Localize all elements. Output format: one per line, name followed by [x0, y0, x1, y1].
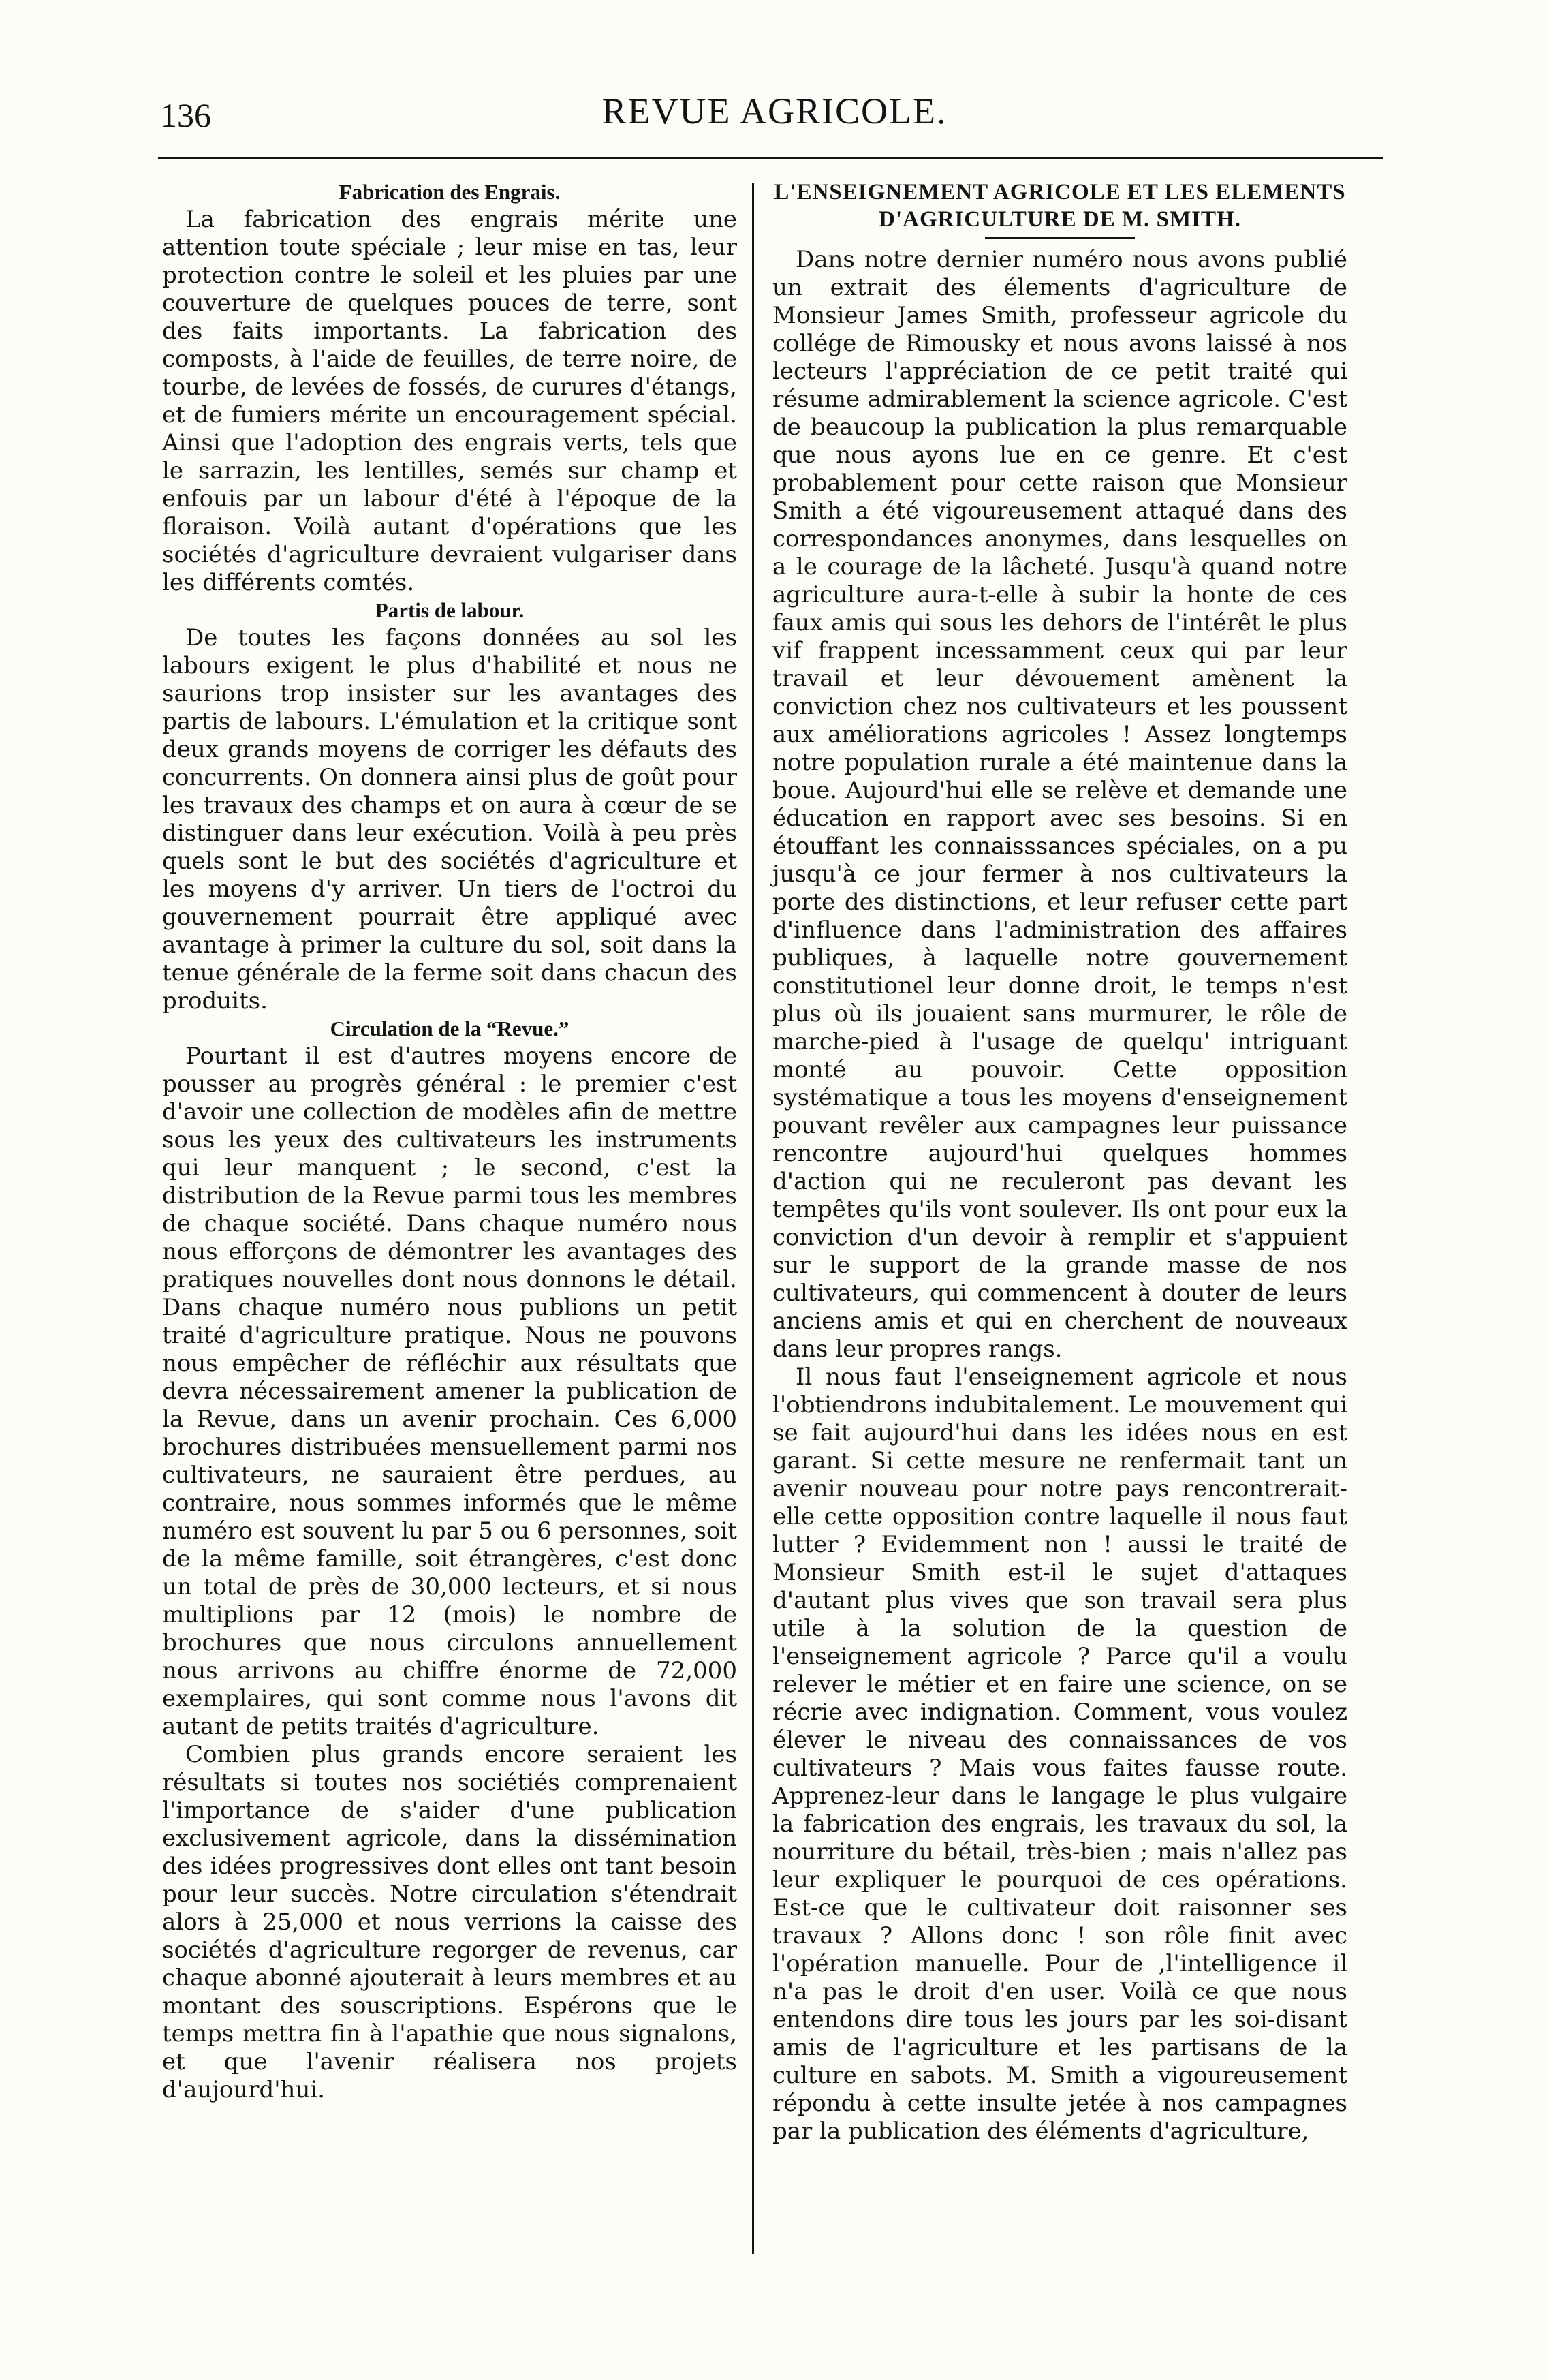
page-number: 136 — [160, 96, 211, 134]
article-heading: L'ENSEIGNEMENT AGRICOLE ET LES ELEMENTS D'AGRICULTURE DE M. SMITH. — [774, 180, 1346, 232]
running-title: REVUE AGRICOLE. — [601, 91, 948, 132]
paragraph-enseignement-2: Il nous faut l'enseignement agricole et nous l'obtiendrons indubitalement. Le mouvement qui se fait aujourd'hui dans les idées nous en est garant. Si cette mesure ne renfermait tant un avenir nouveau pour notre pays rencontrerait-elle cette opposition contre laquelle il nous faut lutter ? Evidemment non ! aussi le traité de Monsieur Smith est-il le sujet d'attaques d'autant plus vives que son travail sera plus utile à la solution de la question de l'enseignement agricole ? Parce qu'il a voulu relever le métier et en faire une science, on se récrie avec indignation. Comment, vous voulez élever le niveau des connaissances de vos cultivateurs ? Mais vous faites fausse route. Apprenez-leur dans le langage le plus vulgaire la fabrication des engrais, les travaux du sol, la nourriture du bétail, très-bien ; mais n'allez pas leur expliquer le pourquoi de ces opérations. Est-ce que le cultivateur doit raisonner ses travaux ? Allons donc ! son rôle finit avec l'opération manuelle. Pour de ,l'intelligence il n'a pas le droit d'en user. Voilà ce que nous entendons dire tous les jours par les soi-disant amis de l'agriculture et les partisans de la culture en sabots. M. Smith a vigoureusement répondu à cette insulte jetée à nos campagnes par la publication des éléments d'agriculture, — [772, 1363, 1347, 2145]
section-heading-labour: Partis de labour. — [375, 598, 525, 622]
paragraph-engrais: La fabrication des engrais mérite une attention toute spéciale ; leur mise en tas, leur protection contre le soleil et les pluies par une couverture de quelques pouces de terre, sont des faits importants. La fabrication des composts, à l'aide de feuilles, de terre noire, de tourbe, de levées de fossés, de curures d'étangs, et de fumiers mérite un encouragement spécial. Ainsi que l'adoption des engrais verts, tels que le sarrazin, les lentilles, semés sur champ et enfouis par un labour d'été à l'époque de la floraison. Voilà autant d'opérations que les sociétés d'agriculture devraient vulgariser dans les différents comtés. — [162, 206, 737, 596]
left-column — [162, 179, 737, 2104]
paragraph-circulation-2: Combien plus grands encore seraient les résultats si toutes nos sociétiés comprenaient l'importance de s'aider d'une publication exclusivement agricole, dans la dissémination des idées progressives dont elles ont tant besoin pour leur succès. Notre circulation s'étendrait alors à 25,000 et nous verrions la caisse des sociétés d'agriculture regorger de revenus, car chaque abonné ajouterait à leurs membres et au montant des souscriptions. Espérons que le temps mettra fin à l'apathie que nous signalons, et que l'avenir réalisera nos projets d'aujourd'hui. — [162, 1741, 737, 2103]
section-heading-engrais: Fabrication des Engrais. — [339, 180, 561, 204]
column-divider — [752, 183, 754, 2254]
paragraph-enseignement-1: Dans notre dernier numéro nous avons publié un extrait des élements d'agriculture de Monsieur James Smith, professeur agricole du collége de Rimousky et nous avons laissé à nos lecteurs l'appréciation de ce petit traité qui résume admirablement la science agricole. C'est de beaucoup la publication la plus remarquable que nous ayons lue en ce genre. Et c'est probablement pour cette raison que Monsieur Smith a été vigoureusement attaqué dans des correspondances anonymes, dans lesquelles on a le courage de la lâcheté. Jusqu'à quand notre agriculture aura-t-elle à subir la honte de ces faux amis qui sous les dehors de l'intérêt le plus vif frappent incessamment ceux qui par leur travail et leur dévouement amènent la conviction chez nos cultivateurs et les poussent aux améliorations agricoles ! Assez longtemps notre population rurale a été maintenue dans la boue. Aujourd'hui elle se relève et demande une éducation en rapport avec ses besoins. Si en étouffant les connaisssances spéciales, on a pu jusqu'à ce jour fermer à nos cultivateurs la porte des distinctions, et leur refuser cette part d'influence dans l'administration des affaires publiques, à laquelle notre gouvernement constitutionel leur donne droit, le temps n'est plus où ils jouaient sans murmurer, le rôle de marche-pied à l'usage de quelqu' intriguant monté au pouvoir. Cette opposition systématique a tous les moyens d'enseignement pouvant revêler aux campagnes leur puissance rencontre aujourd'hui quelques hommes d'action qui ne reculeront pas devant les tempêtes qu'ils vont soulever. Ils ont pour eux la conviction d'un devoir à remplir et s'appuient sur le support de la grande masse de nos cultivateurs, qui commencent à douter de leurs anciens amis et qui en cherchent de nouveaux dans leur propres rangs. — [772, 246, 1347, 1363]
section-heading-circulation: Circulation de la “Revue.” — [330, 1017, 569, 1040]
paragraph-labour: De toutes les façons données au sol les labours exigent le plus d'habilité et nous ne saurions trop insister sur les avantages des partis de labours. L'émulation et la critique sont deux grands moyens de corriger les défauts des concurrents. On donnera ainsi plus de goût pour les travaux des champs et on aura à cœur de se distinguer dans leur exécution. Voilà à peu près quels sont le but des sociétés d'agriculture et les moyens d'y arriver. Un tiers de l'octroi du gouvernement pourrait être appliqué avec avantage à primer la culture du sol, soit dans la tenue générale de la ferme soit dans chacun des produits. — [162, 624, 737, 1015]
right-column — [772, 179, 1347, 2146]
header-rule — [158, 157, 1383, 159]
paragraph-circulation-1: Pourtant il est d'autres moyens encore de pousser au progrès général : le premier c'est d'avoir une collection de modèles afin de mettre sous les yeux des cultivateurs les instruments qui leur manquent ; le second, c'est la distribution de la Revue parmi tous les membres de chaque société. Dans chaque numéro nous nous efforçons de démontrer les avantages des pratiques nouvelles dont nous donnons le détail. Dans chaque numéro nous publions un petit traité d'agriculture pratique. Nous ne pouvons nous empêcher de réfléchir aux résultats que devra nécessairement amener la publication de la Revue, dans un avenir prochain. Ces 6,000 brochures distribuées mensuellement parmi nos cultivateurs, ne sauraient être perdues, au contraire, nous sommes informés que le même numéro est souvent lu par 5 ou 6 personnes, soit de la même famille, soit étrangères, c'est donc un total de près de 30,000 lecteurs, et si nous multiplions par 12 (mois) le nombre de brochures que nous circulons annuellement nous arrivons au chiffre énorme de 72,000 exemplaires, qui sont comme nous l'avons dit autant de petits traités d'agriculture. — [162, 1042, 737, 1740]
heading-rule — [985, 237, 1135, 239]
